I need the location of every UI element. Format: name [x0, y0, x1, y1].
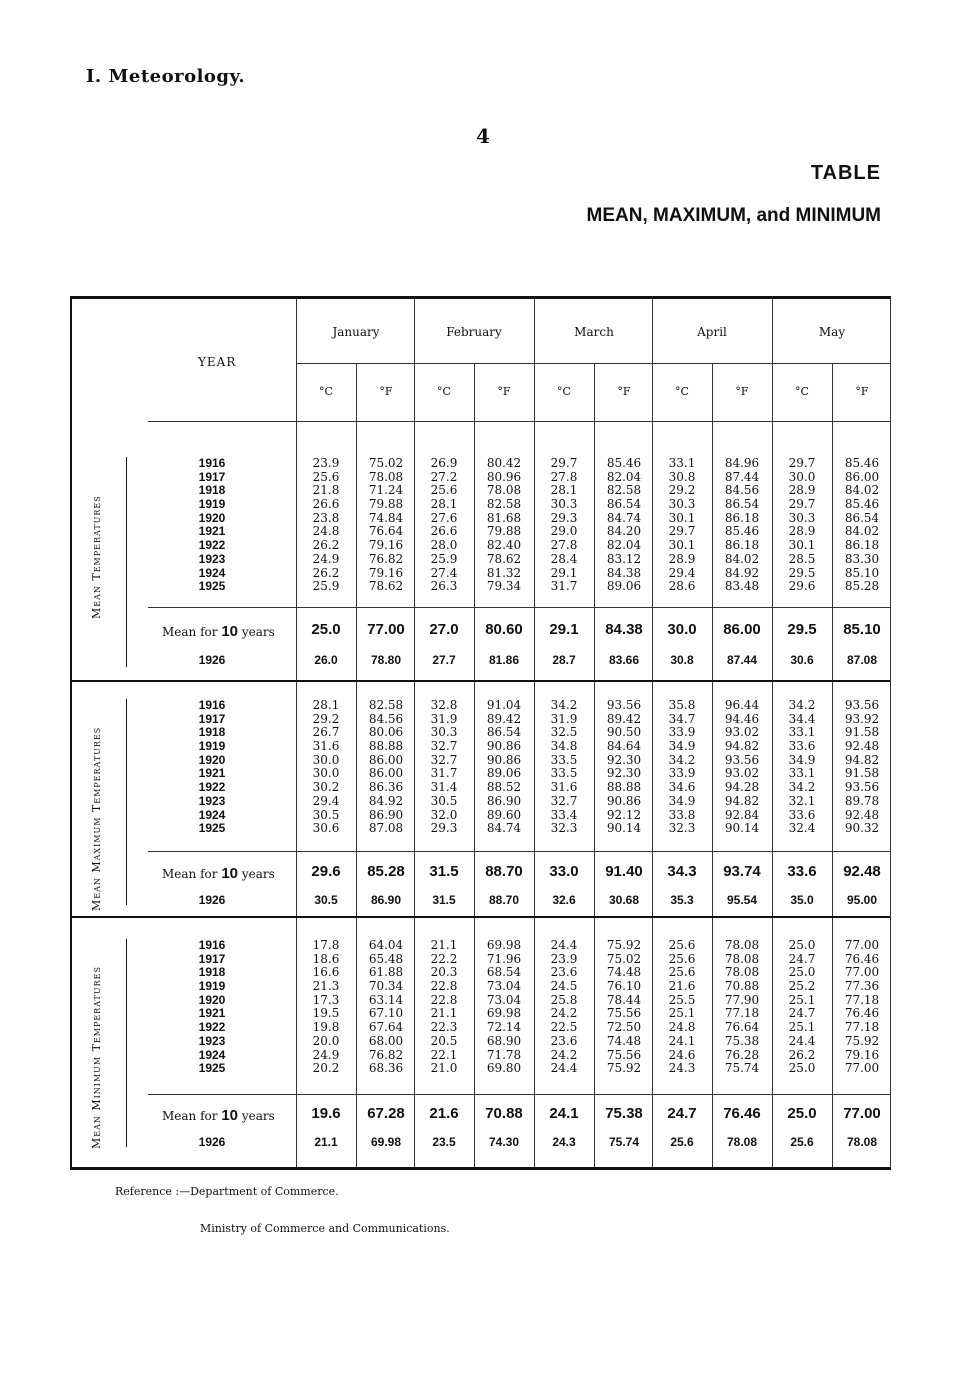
- mean-value: 30.0: [667, 621, 697, 638]
- mean-value: 67.28: [367, 1105, 405, 1122]
- mean-value: 93.74: [723, 863, 761, 880]
- value-1926: 26.0: [314, 653, 338, 667]
- mean-label: Mean for 10 years: [162, 865, 275, 882]
- data-column: 93.56 89.42 90.50 84.64 92.30 92.30 88.88 90.86 92.12 90.14: [606, 698, 642, 836]
- page-number: 4: [476, 124, 490, 148]
- mean-value: 76.46: [723, 1105, 761, 1122]
- data-column: 75.92 75.02 74.48 76.10 78.44 75.56 72.50 74.48 75.56 75.92: [606, 938, 642, 1076]
- value-1926: 88.70: [488, 893, 520, 907]
- data-column: 64.04 65.48 61.88 70.34 63.14 67.10 67.64 68.00 76.82 68.36: [368, 938, 404, 1076]
- mean-value: 70.88: [485, 1105, 523, 1122]
- data-column: 34.2 34.4 33.1 33.6 34.9 33.1 34.2 32.1 33.6 32.4: [788, 698, 816, 836]
- section-label-mean: Mean Temperatures: [90, 495, 103, 619]
- value-1926: 30.5: [314, 893, 338, 907]
- value-1926: 86.90: [370, 893, 402, 907]
- year-1926-label: 1926: [198, 653, 226, 667]
- value-1926: 30.6: [790, 653, 814, 667]
- section-heading: I. Meteorology.: [86, 66, 246, 87]
- table-word: TABLE: [810, 162, 881, 184]
- mean-value: 85.10: [843, 621, 881, 638]
- mean-value: 21.6: [429, 1105, 459, 1122]
- value-1926: 27.7: [432, 653, 456, 667]
- mean-value: 91.40: [605, 863, 643, 880]
- data-column: 93.56 93.92 91.58 92.48 94.82 91.58 93.56 89.78 92.48 90.32: [844, 698, 880, 836]
- year-column-header: YEAR: [198, 355, 237, 369]
- data-column: 29.7 30.0 28.9 29.7 30.3 28.9 30.1 28.5 29.5 29.6: [788, 456, 816, 594]
- mean-value: 29.6: [311, 863, 341, 880]
- data-column: 82.58 84.56 80.06 88.88 86.00 86.00 86.36 84.92 86.90 87.08: [368, 698, 404, 836]
- value-1926: 87.44: [726, 653, 758, 667]
- year-1926-label: 1926: [198, 1135, 226, 1149]
- mean-value: 25.0: [311, 621, 341, 638]
- mean-value: 34.3: [667, 863, 697, 880]
- mean-row-rule: [148, 851, 890, 852]
- value-1926: 74.30: [488, 1135, 520, 1149]
- data-column: 25.6 25.6 25.6 21.6 25.5 25.1 24.8 24.1 24.6 24.3: [668, 938, 696, 1076]
- data-column: 21.1 22.2 20.3 22.8 22.8 21.1 22.3 20.5 22.1 21.0: [430, 938, 458, 1076]
- mean-value: 24.1: [549, 1105, 579, 1122]
- value-1926: 35.3: [670, 893, 694, 907]
- value-1926: 25.6: [670, 1135, 694, 1149]
- year-1926-label: 1926: [198, 893, 226, 907]
- month-may: May: [818, 325, 846, 339]
- data-column: 32.8 31.9 30.3 32.7 32.7 31.7 31.4 30.5 32.0 29.3: [430, 698, 458, 836]
- mean-value: 77.00: [843, 1105, 881, 1122]
- unit-label: °C: [319, 385, 333, 398]
- mean-value: 85.28: [367, 863, 405, 880]
- data-column: 69.98 71.96 68.54 73.04 73.04 69.98 72.14 68.90 71.78 69.80: [486, 938, 522, 1076]
- reference-note: Reference :—Department of Commerce.: [115, 1185, 339, 1198]
- data-column: 91.04 89.42 86.54 90.86 90.86 89.06 88.52 86.90 89.60 84.74: [486, 698, 522, 836]
- data-column: 35.8 34.7 33.9 34.9 34.2 33.9 34.6 34.9 33.8 32.3: [668, 698, 696, 836]
- mean-label: Mean for 10 years: [162, 623, 275, 640]
- data-column: 25.0 24.7 25.0 25.2 25.1 24.7 25.1 24.4 26.2 25.0: [788, 938, 816, 1076]
- section-separator: [72, 680, 890, 682]
- mean-value: 31.5: [429, 863, 459, 880]
- data-column: 33.1 30.8 29.2 30.3 30.1 29.7 30.1 28.9 29.4 28.6: [668, 456, 696, 594]
- value-1926: 21.1: [314, 1135, 338, 1149]
- data-column: 85.46 86.00 84.02 85.46 86.54 84.02 86.18 83.30 85.10 85.28: [844, 456, 880, 594]
- month-march: March: [574, 325, 614, 339]
- value-1926: 78.80: [370, 653, 402, 667]
- section-brace: [126, 699, 131, 905]
- value-1926: 30.8: [670, 653, 694, 667]
- month-unit-rule: [296, 363, 890, 364]
- value-1926: 30.68: [608, 893, 640, 907]
- value-1926: 95.54: [726, 893, 758, 907]
- unit-label: °F: [617, 385, 631, 398]
- value-1926: 23.5: [432, 1135, 456, 1149]
- value-1926: 83.66: [608, 653, 640, 667]
- data-column: 75.02 78.08 71.24 79.88 74.84 76.64 79.16 76.82 79.16 78.62: [368, 456, 404, 594]
- data-column: 28.1 29.2 26.7 31.6 30.0 30.0 30.2 29.4 30.5 30.6: [312, 698, 340, 836]
- data-column: 78.08 78.08 78.08 70.88 77.90 77.18 76.64 75.38 76.28 75.74: [724, 938, 760, 1076]
- mean-value: 33.0: [549, 863, 579, 880]
- value-1926: 75.74: [608, 1135, 640, 1149]
- data-column: 29.7 27.8 28.1 30.3 29.3 29.0 27.8 28.4 29.1 31.7: [550, 456, 578, 594]
- month-february: February: [446, 325, 502, 339]
- value-1926: 81.86: [488, 653, 520, 667]
- month-january: January: [332, 325, 380, 339]
- mean-label: Mean for 10 years: [162, 1107, 275, 1124]
- value-1926: 69.98: [370, 1135, 402, 1149]
- mean-value: 77.00: [367, 621, 405, 638]
- year-list: 1916 1917 1918 1919 1920 1921 1922 1923 1924 1925: [198, 456, 226, 594]
- mean-value: 19.6: [311, 1105, 341, 1122]
- data-column: 34.2 31.9 32.5 34.8 33.5 33.5 31.6 32.7 33.4 32.3: [550, 698, 578, 836]
- mean-value: 84.38: [605, 621, 643, 638]
- mean-row-rule: [148, 1094, 890, 1095]
- data-column: 80.42 80.96 78.08 82.58 81.68 79.88 82.40 78.62 81.32 79.34: [486, 456, 522, 594]
- month-april: April: [697, 325, 727, 339]
- unit-label: °F: [497, 385, 511, 398]
- mean-value: 86.00: [723, 621, 761, 638]
- value-1926: 24.3: [552, 1135, 576, 1149]
- data-column: 26.9 27.2 25.6 28.1 27.6 26.6 28.0 25.9 27.4 26.3: [430, 456, 458, 594]
- mean-value: 75.38: [605, 1105, 643, 1122]
- value-1926: 32.6: [552, 893, 576, 907]
- temperature-table: [70, 296, 891, 1170]
- mean-value: 29.5: [787, 621, 817, 638]
- unit-label: °C: [437, 385, 451, 398]
- data-column: 85.46 82.04 82.58 86.54 84.74 84.20 82.04 83.12 84.38 89.06: [606, 456, 642, 594]
- value-1926: 78.08: [726, 1135, 758, 1149]
- mean-value: 25.0: [787, 1105, 817, 1122]
- value-1926: 31.5: [432, 893, 456, 907]
- unit-label: °F: [379, 385, 393, 398]
- header-rule: [148, 421, 890, 422]
- section-brace: [126, 939, 131, 1147]
- mean-value: 24.7: [667, 1105, 697, 1122]
- unit-label: °F: [735, 385, 749, 398]
- unit-label: °C: [675, 385, 689, 398]
- mean-value: 92.48: [843, 863, 881, 880]
- value-1926: 25.6: [790, 1135, 814, 1149]
- unit-label: °C: [557, 385, 571, 398]
- value-1926: 87.08: [846, 653, 878, 667]
- year-list: 1916 1917 1918 1919 1920 1921 1922 1923 1924 1925: [198, 698, 226, 836]
- value-1926: 78.08: [846, 1135, 878, 1149]
- year-list: 1916 1917 1918 1919 1920 1921 1922 1923 1924 1925: [198, 938, 226, 1076]
- data-column: 84.96 87.44 84.56 86.54 86.18 85.46 86.18 84.02 84.92 83.48: [724, 456, 760, 594]
- section-separator: [72, 916, 890, 918]
- unit-label: °C: [795, 385, 809, 398]
- mean-value: 33.6: [787, 863, 817, 880]
- ministry-note: Ministry of Commerce and Communications.: [200, 1222, 450, 1235]
- mean-value: 88.70: [485, 863, 523, 880]
- mean-value: 27.0: [429, 621, 459, 638]
- unit-label: °F: [855, 385, 869, 398]
- data-column: 77.00 76.46 77.00 77.36 77.18 76.46 77.18 75.92 79.16 77.00: [844, 938, 880, 1076]
- data-column: 24.4 23.9 23.6 24.5 25.8 24.2 22.5 23.6 24.2 24.4: [550, 938, 578, 1076]
- value-1926: 28.7: [552, 653, 576, 667]
- data-column: 96.44 94.46 93.02 94.82 93.56 93.02 94.28 94.82 92.84 90.14: [724, 698, 760, 836]
- section-label-min: Mean Minimum Temperatures: [90, 966, 103, 1149]
- data-column: 23.9 25.6 21.8 26.6 23.8 24.8 26.2 24.9 26.2 25.9: [312, 456, 340, 594]
- section-brace: [126, 457, 131, 667]
- mean-value: 29.1: [549, 621, 579, 638]
- value-1926: 35.0: [790, 893, 814, 907]
- mean-row-rule: [148, 607, 890, 608]
- data-column: 17.8 18.6 16.6 21.3 17.3 19.5 19.8 20.0 24.9 20.2: [312, 938, 340, 1076]
- table-title: MEAN, MAXIMUM, and MINIMUM: [586, 205, 881, 226]
- mean-value: 80.60: [485, 621, 523, 638]
- value-1926: 95.00: [846, 893, 878, 907]
- section-label-max: Mean Maximum Temperatures: [90, 726, 103, 911]
